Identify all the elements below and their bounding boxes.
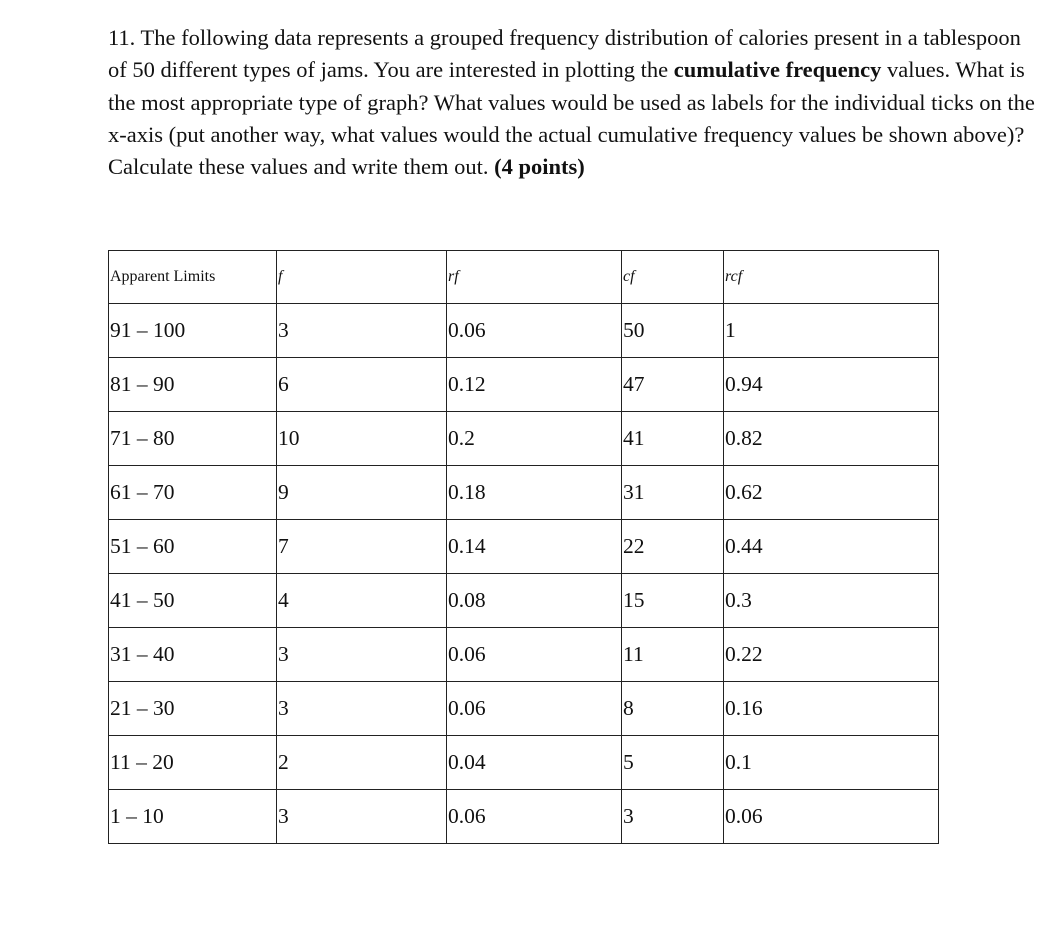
table-row bbox=[109, 466, 939, 520]
cell-rf: 0.06 bbox=[447, 304, 622, 358]
cell-rcf: 0.94 bbox=[724, 358, 939, 412]
cell-cf: 41 bbox=[622, 412, 724, 466]
cell-f: 3 bbox=[277, 790, 447, 844]
cell-apparent-limits: 31 – 40 bbox=[109, 628, 277, 682]
header-rcf: rcf bbox=[724, 251, 939, 304]
question-points: (4 points) bbox=[494, 154, 585, 180]
cell-rf: 0.04 bbox=[447, 736, 622, 790]
question-text-part-2: values. What is the most appropriate type of graph? What values would be used as labels for the individual ticks on the x-axis (put another way, what values would the actual cumulative frequency values be shown above)? Calculate these values and write them out. bbox=[108, 57, 1035, 180]
cell-rcf: 1 bbox=[724, 304, 939, 358]
cell-f: 3 bbox=[277, 682, 447, 736]
cell-apparent-limits: 51 – 60 bbox=[109, 520, 277, 574]
cell-apparent-limits: 21 – 30 bbox=[109, 682, 277, 736]
cell-f: 4 bbox=[277, 574, 447, 628]
cell-apparent-limits: 1 – 10 bbox=[109, 790, 277, 844]
cell-f: 10 bbox=[277, 412, 447, 466]
cell-rcf: 0.82 bbox=[724, 412, 939, 466]
cell-rf: 0.2 bbox=[447, 412, 622, 466]
cell-cf: 31 bbox=[622, 466, 724, 520]
cell-cf: 8 bbox=[622, 682, 724, 736]
cell-rf: 0.14 bbox=[447, 520, 622, 574]
cell-rcf: 0.06 bbox=[724, 790, 939, 844]
cell-apparent-limits: 71 – 80 bbox=[109, 412, 277, 466]
cell-apparent-limits: 91 – 100 bbox=[109, 304, 277, 358]
cell-rcf: 0.3 bbox=[724, 574, 939, 628]
table-row bbox=[109, 790, 939, 844]
cell-rf: 0.18 bbox=[447, 466, 622, 520]
cell-rcf: 0.44 bbox=[724, 520, 939, 574]
cell-rcf: 0.22 bbox=[724, 628, 939, 682]
cell-f: 3 bbox=[277, 628, 447, 682]
table-row bbox=[109, 358, 939, 412]
table-row bbox=[109, 682, 939, 736]
table-row bbox=[109, 574, 939, 628]
cell-apparent-limits: 61 – 70 bbox=[109, 466, 277, 520]
table-header-row bbox=[109, 251, 939, 304]
cell-rf: 0.12 bbox=[447, 358, 622, 412]
cell-cf: 5 bbox=[622, 736, 724, 790]
cell-f: 2 bbox=[277, 736, 447, 790]
table-row bbox=[109, 412, 939, 466]
cell-rcf: 0.62 bbox=[724, 466, 939, 520]
cell-f: 3 bbox=[277, 304, 447, 358]
cell-rf: 0.06 bbox=[447, 790, 622, 844]
table-row bbox=[109, 628, 939, 682]
table-row bbox=[109, 736, 939, 790]
cell-cf: 11 bbox=[622, 628, 724, 682]
header-rf: rf bbox=[447, 251, 622, 304]
cell-rf: 0.08 bbox=[447, 574, 622, 628]
header-apparent-limits: Apparent Limits bbox=[109, 251, 277, 304]
frequency-table bbox=[108, 250, 939, 844]
question-text bbox=[108, 22, 1038, 183]
table-row bbox=[109, 520, 939, 574]
header-f: f bbox=[277, 251, 447, 304]
question-bold-cumulative-frequency: cumulative frequency bbox=[673, 57, 882, 83]
cell-rf: 0.06 bbox=[447, 628, 622, 682]
cell-cf: 15 bbox=[622, 574, 724, 628]
table-row bbox=[109, 304, 939, 358]
cell-f: 9 bbox=[277, 466, 447, 520]
cell-cf: 22 bbox=[622, 520, 724, 574]
cell-apparent-limits: 11 – 20 bbox=[109, 736, 277, 790]
question-text-part-1: 11. The following data represents a grouped frequency distribution of calories present in a tablespoon of 50 different types of jams. You are interested in plotting the bbox=[108, 25, 1021, 83]
header-cf: cf bbox=[622, 251, 724, 304]
cell-rcf: 0.1 bbox=[724, 736, 939, 790]
cell-rcf: 0.16 bbox=[724, 682, 939, 736]
cell-cf: 3 bbox=[622, 790, 724, 844]
cell-f: 7 bbox=[277, 520, 447, 574]
cell-cf: 50 bbox=[622, 304, 724, 358]
cell-f: 6 bbox=[277, 358, 447, 412]
cell-rf: 0.06 bbox=[447, 682, 622, 736]
cell-apparent-limits: 41 – 50 bbox=[109, 574, 277, 628]
cell-cf: 47 bbox=[622, 358, 724, 412]
cell-apparent-limits: 81 – 90 bbox=[109, 358, 277, 412]
